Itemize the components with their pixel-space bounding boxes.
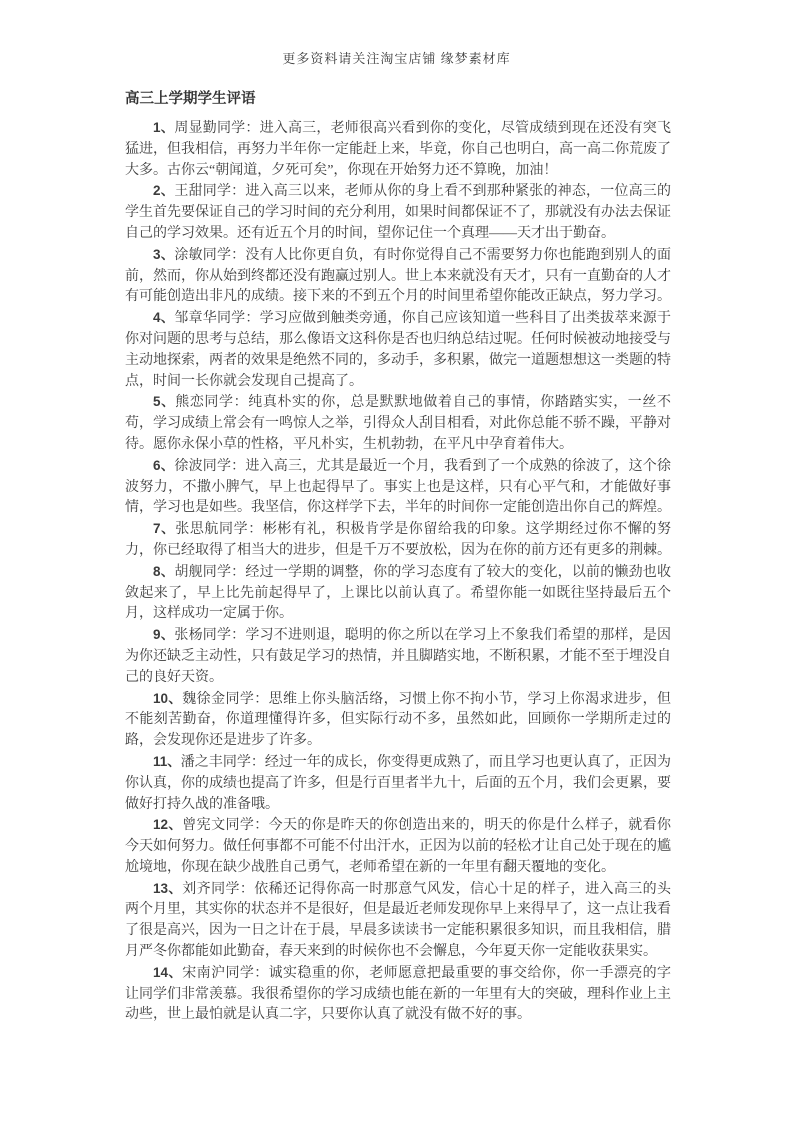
comment-text: 王甜同学：进入高三以来，老师从你的身上看不到那种紧张的神态，一位高三的学生首先要保证自己的学习时间的充分利用，如果时间都保证不了，那就没有办法去保证自己的学习效果。还有近五个月的时间，望你记住一个真理——天才出于勤奋。 [125, 184, 672, 241]
comment-number: 14、 [153, 964, 183, 980]
student-comment [125, 308, 671, 392]
comment-number: 10、 [153, 690, 183, 706]
comment-text: 潘之丰同学：经过一年的成长，你变得更成熟了，而且学习也更认真了，正因为你认真，你的成绩也提高了许多，但是行百里者半九十，后面的五个月，我们会更累，要做好打持久战的准备哦。 [125, 754, 672, 812]
comment-text: 熊恋同学：纯真朴实的你，总是默默地做着自己的事情，你踏踏实实，一丝不苟，学习成绩上常会有一鸣惊人之举，引得众人刮目相看，对此你总能不骄不躁，平静对待。愿你永保小草的性格，平凡朴实，生机勃勃，在平凡中孕育着伟大。 [125, 395, 672, 452]
student-comment [125, 963, 671, 1026]
comment-number: 4、 [153, 310, 175, 326]
watermark-header: 更多资料请关注淘宝店铺 缘梦素材库 [282, 51, 511, 66]
student-comment [125, 181, 671, 244]
document-content [125, 89, 671, 1026]
comment-number: 9、 [153, 627, 175, 643]
comment-text: 徐波同学：进入高三，尤其是最近一个月，我看到了一个成熟的徐波了，这个徐波努力，不撒小脾气，早上也起得早了。事实上也是这样，只有心平气和，才能做好事情，学习也是如些。我坚信，你这样学下去，半年的时间你一定能创造出你自己的辉煌。 [125, 458, 672, 516]
student-comment [125, 392, 671, 455]
comment-text: 魏徐金同学：思维上你头脑活络，习惯上你不拘小节，学习上你渴求进步，但不能刻苦勤奋，你道理懂得许多，但实际行动不多，虽然如此，回顾你一学期所走过的路，会发现你还是进步了许多。 [125, 691, 671, 749]
document-title: 高三上学期学生评语 [125, 91, 256, 107]
comment-number: 3、 [153, 246, 175, 262]
student-comment [125, 456, 671, 519]
comment-text: 张杨同学：学习不进则退，聪明的你之所以在学习上不象我们希望的那样，是因为你还缺乏主动性，只有鼓足学习的热情，并且脚踏实地，不断积累，才能不至于埋没自己的良好天资。 [125, 628, 672, 685]
comment-number: 8、 [153, 563, 175, 579]
student-comment [125, 519, 671, 562]
student-comment [125, 815, 671, 878]
comment-text: 周显勤同学：进入高三，老师很高兴看到你的变化，尽管成绩到现在还没有突飞猛进，但我相信，再努力半年你一定能赶上来，毕竟，你自己也明白，高一高二你荒废了大多。古你云“朝闻道，夕死可矣”，你现在开始努力还不算晚，加油！ [125, 121, 672, 178]
comment-text: 涂敏同学：没有人比你更自负，有时你觉得自己不需要努力你也能跑到别人的面前，然而，你从始到终都还没有跑赢过别人。世上本来就没有天才，只有一直勤奋的人才有可能创造出非凡的成绩。接下来的不到五个月的时间里希望你能改正缺点，努力学习。 [125, 247, 672, 305]
student-comment [125, 118, 671, 181]
comment-text: 曾宪文同学：今天的你是昨天的你创造出来的，明天的你是什么样子，就看你今天如何努力。做任何事都不可能不付出汗水，正因为以前的轻松才让自己处于现在的尴尬境地，你现在缺少战胜自己勇气，老师希望在新的一年里有翻天覆地的变化。 [125, 818, 671, 875]
comment-text: 张思航同学：彬彬有礼，积极肯学是你留给我的印象。这学期经过你不懈的努力，你已经取得了相当大的进步，但是千万不要放松，因为在你的前方还有更多的荆棘。 [125, 522, 672, 558]
comment-number: 1、 [153, 120, 175, 135]
student-comment [125, 245, 671, 308]
student-comment [125, 879, 671, 963]
student-comment [125, 562, 671, 625]
student-comment [125, 625, 671, 688]
student-comment [125, 752, 671, 815]
student-comment [125, 689, 671, 752]
comment-text: 胡舰同学：经过一学期的调整，你的学习态度有了较大的变化，以前的懒劲也收敛起来了，早上比先前起得早了，上课比以前认真了。希望你能一如既往坚持最后五个月，这样成功一定属于你。 [125, 564, 672, 622]
comment-number: 11、 [153, 753, 181, 769]
comment-text: 邹章华同学：学习应做到触类旁通，你自己应该知道一些科目了出类拔萃来源于你对问题的思考与总结，那么像语文这科你是否也归纳总结过呢。任何时候被动地接受与主动地探索，两者的效果是绝然不同的，多动手，多积累，做完一道题想想这一类题的特点，时间一长你就会发现自己提高了。 [125, 311, 672, 389]
comment-list [125, 118, 671, 1026]
comment-text: 刘齐同学：依稀还记得你高一时那意气风发，信心十足的样子，进入高三的头两个月里，其实你的状态并不是很好，但是最近老师发现你早上来得早了，这一点让我看了很是高兴，因为一日之计在于晨，早晨多读读书一定能积累很多知识，而且我相信，腊月严冬你都能如此勤奋，春天来到的时候你也不会懈息，今年夏天你一定能收获果实。 [125, 881, 671, 960]
comment-number: 6、 [153, 457, 175, 473]
comment-text: 宋南沪同学：诚实稳重的你，老师愿意把最重要的事交给你，你一手漂亮的字让同学们非常羡慕。我很希望你的学习成绩也能在新的一年里有大的突破，理科作业上主动些，世上最怕就是认真二字，只要你认真了就没有做不好的事。 [125, 965, 671, 1023]
comment-number: 13、 [153, 880, 183, 896]
comment-number: 12、 [153, 817, 183, 833]
comment-number: 5、 [153, 394, 176, 410]
comment-number: 7、 [153, 521, 176, 537]
comment-number: 2、 [153, 183, 175, 199]
